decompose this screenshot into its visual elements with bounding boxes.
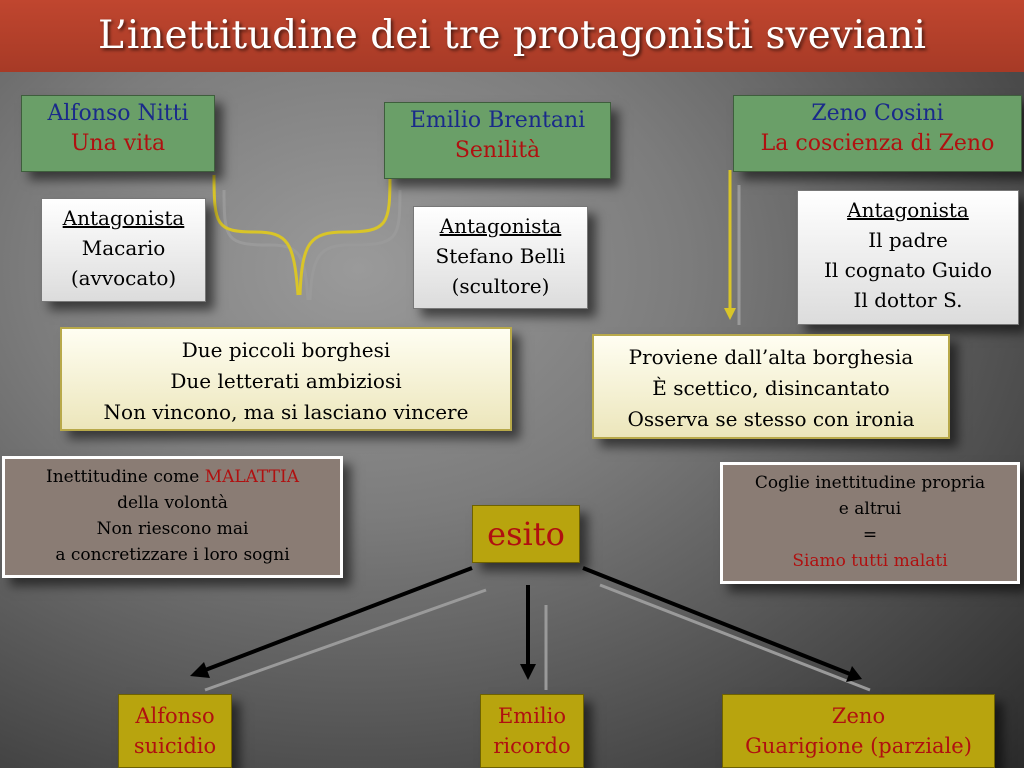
trait-line: Non vincono, ma si lasciano vincere [103, 400, 469, 424]
antagonist-emilio [413, 206, 588, 309]
protagonist-emilio [384, 102, 611, 179]
outcome-line: Alfonso [135, 704, 215, 728]
illness-line: Non riescono mai [96, 519, 249, 539]
trait-line: Osserva se stesso con ironia [627, 407, 915, 431]
protagonist-name: Zeno Cosini [811, 101, 944, 126]
protagonist-alfonso [21, 95, 215, 172]
zeno-illness-line: Coglie inettitudine propria [754, 473, 986, 493]
outcome-line: Guarigione (parziale) [745, 734, 972, 758]
zeno-illness-line: = [862, 525, 878, 545]
antagonist-line: Macario [81, 236, 166, 260]
outcome-line: Emilio [497, 704, 567, 728]
antagonist-line: Il cognato Guido [823, 258, 993, 282]
antagonist-line: Il padre [868, 228, 948, 252]
zeno-illness-box [720, 462, 1020, 584]
illness-prefix: Inettitudine come [46, 467, 205, 487]
illness-highlight: MALATTIA [204, 467, 299, 487]
protagonist-name: Alfonso Nitti [47, 101, 189, 126]
protagonist-work: Una vita [70, 131, 166, 156]
trait-line: È scettico, disincantato [652, 376, 890, 400]
protagonist-work: Senilità [454, 138, 541, 163]
illness-heading [5, 464, 340, 490]
outcome-line: ricordo [493, 734, 571, 758]
outcome-line: suicidio [133, 734, 217, 758]
zeno-traits-box [592, 334, 950, 439]
common-traits-box [60, 327, 512, 431]
slide-title: L’inettitudine dei tre protagonisti sveviani [0, 0, 1024, 72]
zeno-illness-highlight: Siamo tutti malati [792, 551, 948, 571]
outcome-alfonso [118, 694, 232, 768]
protagonist-zeno [733, 95, 1022, 172]
antagonist-heading: Antagonista [847, 198, 969, 222]
outcome-line: Zeno [831, 704, 886, 728]
antagonist-alfonso [41, 198, 206, 302]
protagonist-name: Emilio Brentani [409, 108, 586, 133]
outcome-zeno [722, 694, 995, 768]
illness-line: della volontà [117, 493, 228, 513]
antagonist-zeno [797, 190, 1019, 325]
illness-line: a concretizzare i loro sogni [55, 545, 290, 565]
antagonist-line: Stefano Belli [435, 244, 566, 268]
trait-line: Proviene dall’alta borghesia [628, 345, 914, 369]
illness-box [2, 456, 343, 578]
antagonist-line: Il dottor S. [853, 288, 963, 312]
outcome-emilio [480, 694, 584, 768]
trait-line: Due piccoli borghesi [181, 338, 391, 362]
antagonist-heading: Antagonista [62, 206, 185, 230]
antagonist-heading: Antagonista [439, 214, 562, 238]
trait-line: Due letterati ambiziosi [170, 369, 402, 393]
esito-box: esito [472, 505, 580, 563]
antagonist-line: (scultore) [451, 274, 550, 298]
protagonist-work: La coscienza di Zeno [760, 131, 995, 156]
antagonist-line: (avvocato) [70, 266, 177, 290]
zeno-illness-line: e altrui [838, 499, 902, 519]
